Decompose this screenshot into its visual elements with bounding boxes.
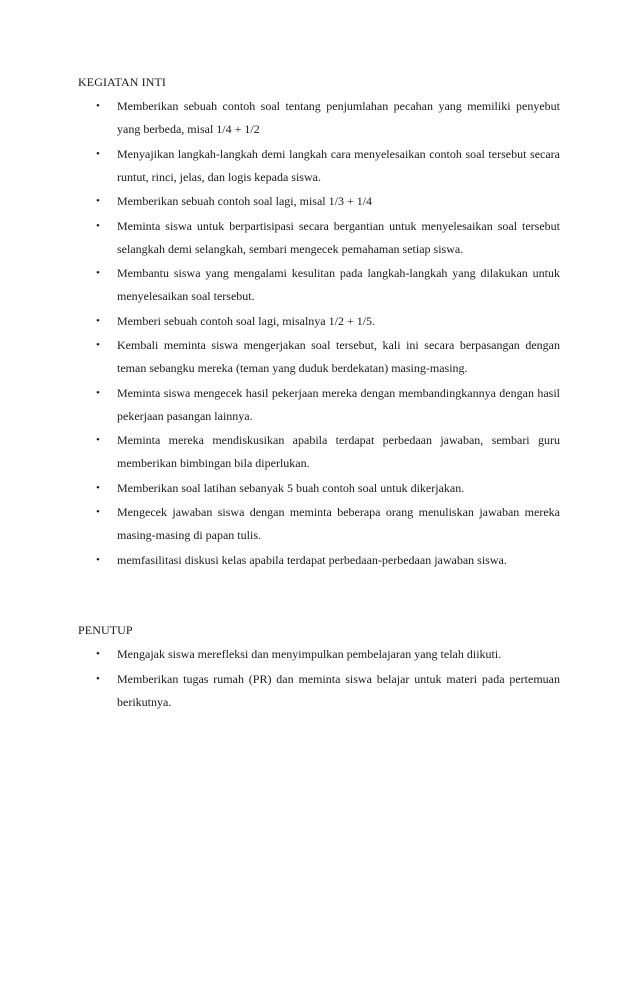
- section-gap: [78, 573, 560, 622]
- bullet-icon: •: [96, 100, 100, 112]
- bullet-icon: •: [96, 553, 100, 566]
- list-item-text: memfasilitasi diskusi kelas apabila terdapat perbedaan-perbedaan jawaban siswa.: [117, 552, 507, 567]
- list-item: [78, 429, 560, 475]
- bullet-icon: •: [96, 267, 100, 279]
- list-item-text: Kembali meminta siswa mengerjakan soal tersebut, kali ini secara berpasangan dengan teman sebangku mereka (teman yang duduk berdekatan) masing-masing.: [117, 338, 560, 375]
- list-item: [78, 95, 560, 141]
- list-item-text: Meminta mereka mendiskusikan apabila terdapat perbedaan jawaban, sembari guru memberikan bimbingan bila diperlukan.: [117, 433, 560, 470]
- list-item: [78, 262, 560, 308]
- bullet-icon: •: [96, 314, 100, 327]
- list-item: [78, 334, 560, 380]
- list-item: [78, 310, 560, 333]
- list-item: [78, 501, 560, 547]
- bullet-icon: •: [96, 195, 100, 207]
- list-item: [78, 215, 560, 261]
- list-item: [78, 190, 560, 213]
- bullet-icon: •: [96, 386, 100, 399]
- list-item-text: Mengajak siswa merefleksi dan menyimpulkan pembelajaran yang telah diikuti.: [117, 647, 502, 661]
- list-item-text: Memberikan soal latihan sebanyak 5 buah contoh soal untuk dikerjakan.: [117, 480, 465, 495]
- list-item-text: Mengecek jawaban siswa dengan meminta beberapa orang menuliskan jawaban mereka masing-masing di papan tulis.: [117, 505, 560, 542]
- list-item-text: Memberikan sebuah contoh soal lagi, misal 1/3 + 1/4: [117, 194, 373, 208]
- bullet-icon: •: [96, 219, 100, 232]
- section-penutup: [78, 622, 560, 714]
- list-item: [78, 382, 560, 428]
- list-item-text: Meminta siswa untuk berpartisipasi secara bergantian untuk menyelesaikan soal tersebut selangkah demi selangkah, sembari mengecek pemahaman setiap siswa.: [117, 218, 560, 256]
- list-item-text: Membantu siswa yang mengalami kesulitan pada langkah-langkah yang dilakukan untuk menyelesaikan soal tersebut.: [117, 266, 560, 303]
- section-kegiatan-inti: [78, 74, 560, 572]
- list-item: [78, 549, 560, 572]
- list-item: [78, 477, 560, 500]
- bullet-list: [78, 643, 560, 714]
- bullet-icon: •: [96, 648, 100, 660]
- bullet-icon: •: [96, 434, 100, 446]
- list-item-text: Memberi sebuah contoh soal lagi, misalnya 1/2 + 1/5.: [117, 313, 376, 328]
- bullet-list: [78, 95, 560, 572]
- list-item-text: Menyajikan langkah-langkah demi langkah cara menyelesaikan contoh soal tersebut secara runtut, rinci, jelas, dan logis kepada siswa.: [117, 146, 560, 184]
- list-item-text: Meminta siswa mengecek hasil pekerjaan mereka dengan membandingkannya dengan hasil pekerjaan pasangan lainnya.: [117, 385, 560, 423]
- bullet-icon: •: [96, 506, 100, 518]
- list-item: [78, 643, 560, 666]
- section-title: PENUTUP: [78, 623, 133, 637]
- list-item-text: Memberikan sebuah contoh soal tentang penjumlahan pecahan yang memiliki penyebut yang berbeda, misal 1/4 + 1/2: [117, 99, 560, 136]
- section-title: KEGIATAN INTI: [78, 75, 166, 89]
- bullet-icon: •: [96, 147, 100, 160]
- bullet-icon: •: [96, 339, 100, 351]
- bullet-icon: •: [96, 672, 100, 685]
- bullet-icon: •: [96, 481, 100, 494]
- document-page: [78, 74, 560, 715]
- list-item-text: Memberikan tugas rumah (PR) dan meminta siswa belajar untuk materi pada pertemuan berikutnya.: [117, 671, 560, 709]
- list-item: [78, 668, 560, 714]
- list-item: [78, 143, 560, 189]
